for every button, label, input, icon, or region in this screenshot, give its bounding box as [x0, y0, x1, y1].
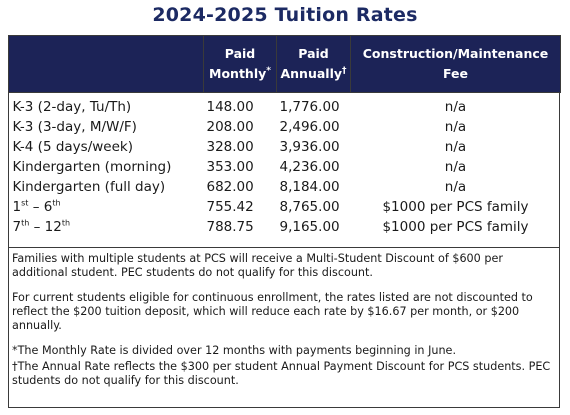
header-annual-mark: †	[342, 65, 347, 76]
fee-cell: n/a	[444, 159, 467, 175]
annual-cell: 2,496.00	[279, 119, 340, 135]
grade-end-suffix: th	[52, 198, 61, 208]
table-row	[9, 197, 561, 217]
annual-cell: 3,936.00	[279, 139, 340, 155]
multi-student-note: Families with multiple students at PCS will receive a Multi-Student Discount of $600 per additional student. PEC students do not qualify for this discount.	[12, 252, 503, 279]
header-annual-line2: Annually	[280, 66, 343, 81]
grade-cell: K-4 (5 days/week)	[12, 139, 133, 155]
annual-cell: 1,776.00	[279, 99, 340, 115]
monthly-cell: 353.00	[206, 159, 254, 175]
grade-separator: –	[28, 199, 44, 215]
monthly-cell: 328.00	[206, 139, 254, 155]
grade-cell: Kindergarten (full day)	[12, 179, 166, 195]
grade-cell: K-3 (2-day, Tu/Th)	[12, 99, 132, 115]
deposit-note: For current students eligible for continuous enrollment, the rates listed are not discounted to reflect the $200 tuition deposit, which will reduce each rate by $16.67 per month, or $200 annually.	[12, 291, 533, 332]
header-fee-line1: Construction/Maintenance	[362, 46, 549, 61]
monthly-cell: 755.42	[206, 199, 254, 215]
annual-cell: 8,184.00	[279, 179, 340, 195]
fee-cell: n/a	[444, 179, 467, 195]
grade-cell	[9, 217, 204, 237]
monthly-cell: 682.00	[206, 179, 254, 195]
footnotes	[8, 247, 560, 408]
grade-start-suffix: st	[21, 198, 29, 208]
header-annual-line1: Paid	[298, 46, 329, 61]
header-monthly-line2: Monthly	[209, 66, 267, 81]
fee-cell: $1000 per PCS family	[382, 219, 529, 235]
grade-start: 1	[12, 199, 22, 215]
grade-cell: K-3 (3-day, M/W/F)	[12, 119, 137, 135]
grade-end: 6	[43, 199, 53, 215]
fee-cell: n/a	[444, 99, 467, 115]
table-row	[9, 117, 561, 137]
grade-end-suffix: th	[61, 218, 71, 228]
fee-cell: n/a	[444, 139, 467, 155]
header-paid-annually	[277, 36, 351, 93]
tuition-table	[8, 35, 561, 237]
annual-cell: 4,236.00	[279, 159, 340, 175]
grade-cell	[9, 197, 204, 217]
annual-rate-note: †The Annual Rate reflects the $300 per student Annual Payment Discount for PCS students. PEC students do not qualify for this discount.	[12, 360, 551, 387]
table-row	[9, 157, 561, 177]
monthly-cell: 208.00	[206, 119, 254, 135]
fee-cell: $1000 per PCS family	[382, 199, 529, 215]
monthly-cell: 148.00	[206, 99, 254, 115]
table-row	[9, 217, 561, 237]
page-title: 2024-2025 Tuition Rates	[152, 4, 418, 26]
header-monthly-mark: *	[266, 65, 271, 76]
monthly-rate-note: *The Monthly Rate is divided over 12 months with payments beginning in June.	[12, 344, 456, 357]
header-monthly-line1: Paid	[224, 46, 256, 61]
header-construction-fee	[351, 36, 561, 93]
annual-cell: 8,765.00	[279, 199, 340, 215]
grade-end: 12	[44, 219, 62, 235]
table-row	[9, 137, 561, 157]
header-fee-line2: Fee	[443, 66, 468, 81]
header-paid-monthly	[204, 36, 277, 93]
table-row	[9, 93, 561, 118]
grade-cell: Kindergarten (morning)	[12, 159, 172, 175]
grade-start: 7	[12, 219, 22, 235]
fee-cell: n/a	[444, 119, 467, 135]
annual-cell: 9,165.00	[279, 219, 340, 235]
monthly-cell: 788.75	[206, 219, 254, 235]
header-row	[9, 36, 561, 93]
grade-start-suffix: th	[21, 218, 30, 228]
table-row	[9, 177, 561, 197]
grade-separator: –	[29, 219, 45, 235]
header-grade	[9, 36, 204, 93]
